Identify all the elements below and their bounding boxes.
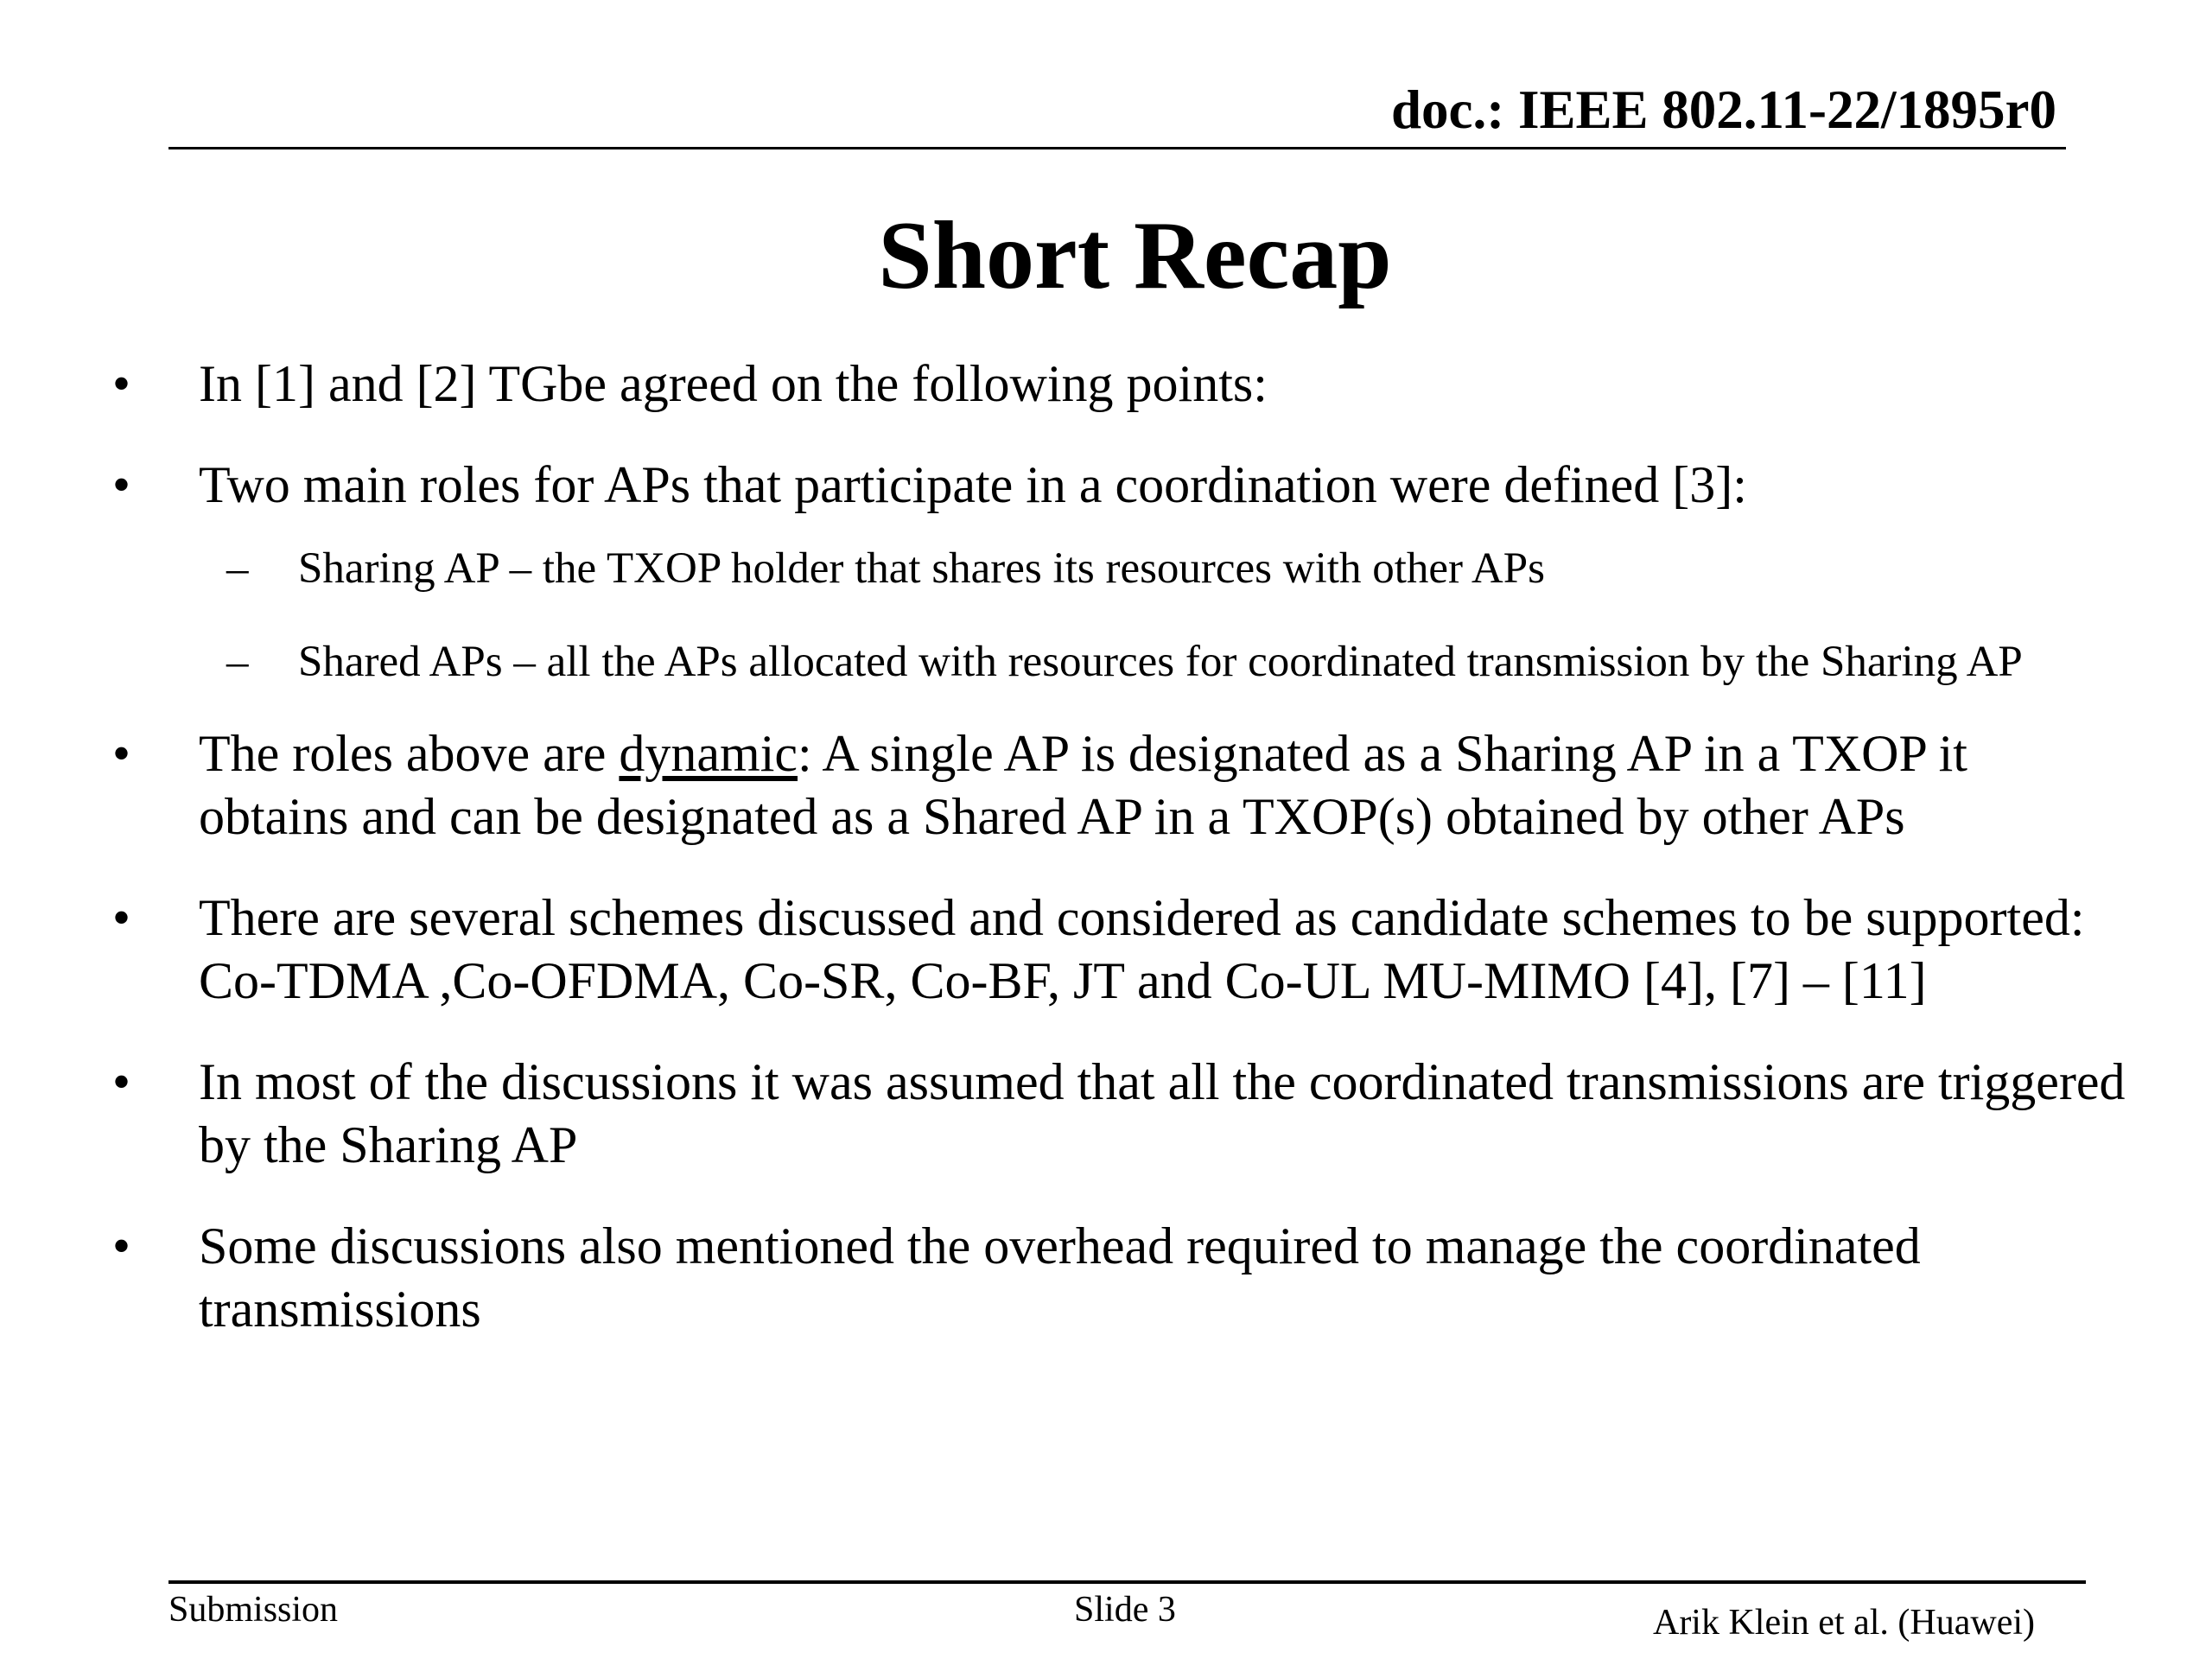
bullet-item bbox=[112, 887, 2126, 1013]
bullet-item bbox=[112, 1215, 2126, 1341]
bullet-text: Two main roles for APs that participate in a coordination were defined [3]: bbox=[199, 456, 1747, 513]
bullet-text: There are several schemes discussed and considered as candidate schemes to be supported: Co-TDMA ,Co-OFDMA, Co-SR, Co-BF, JT and Co-UL MU-MIMO [4], [7] – [11] bbox=[199, 889, 2085, 1009]
doc-id: doc.: IEEE 802.11-22/1895r0 bbox=[1390, 79, 2056, 140]
bullet-text: Some discussions also mentioned the overhead required to manage the coordinated transmissions bbox=[199, 1217, 1921, 1338]
bullet-text: In [1] and [2] TGbe agreed on the following points: bbox=[199, 355, 1268, 412]
emphasis-dynamic: dynamic bbox=[619, 725, 798, 782]
bullet-item bbox=[112, 1051, 2126, 1177]
bullet-text-lead: The roles above are bbox=[199, 725, 620, 782]
sub-bullet-text: Shared APs – all the APs allocated with resources for coordinated transmission by the Sharing AP bbox=[298, 638, 2023, 686]
footer-slide-number: Slide 3 bbox=[1074, 1590, 1176, 1630]
sub-bullet-marker: – bbox=[226, 544, 249, 593]
sub-bullet-text: Sharing AP – the TXOP holder that shares its resources with other APs bbox=[298, 544, 1545, 593]
sub-bullet-marker: – bbox=[226, 638, 249, 686]
slide-body bbox=[112, 353, 2126, 1379]
footer-submission: Submission bbox=[168, 1590, 339, 1630]
bullet-marker: • bbox=[112, 889, 131, 946]
bullet-text: In most of the discussions it was assumed that all the coordinated transmissions are triggered by the Sharing AP bbox=[199, 1053, 2126, 1173]
bullet-marker: • bbox=[112, 1053, 131, 1110]
sub-bullet-item bbox=[112, 636, 2126, 688]
bullet-marker: • bbox=[112, 1217, 131, 1274]
bullet-item bbox=[112, 722, 2126, 849]
bullet-marker: • bbox=[112, 355, 131, 412]
bullet-item bbox=[112, 454, 2126, 517]
slide-title: Short Recap bbox=[878, 202, 1392, 309]
bullet-marker: • bbox=[112, 456, 131, 513]
footer-rule bbox=[168, 1580, 2086, 1584]
footer-author: Arik Klein et al. (Huawei) bbox=[1652, 1603, 2035, 1643]
bullet-text bbox=[199, 725, 1967, 845]
bullet-item bbox=[112, 353, 2126, 416]
bullet-marker: • bbox=[112, 725, 131, 782]
bullet-text-rest: : A single AP is designated as a Sharing AP in a TXOP it obtains and can be designated as a Shared AP in a TXOP(s) obtained by other APs bbox=[199, 725, 1967, 845]
sub-bullet-item bbox=[112, 543, 2126, 594]
header-rule bbox=[168, 147, 2066, 149]
